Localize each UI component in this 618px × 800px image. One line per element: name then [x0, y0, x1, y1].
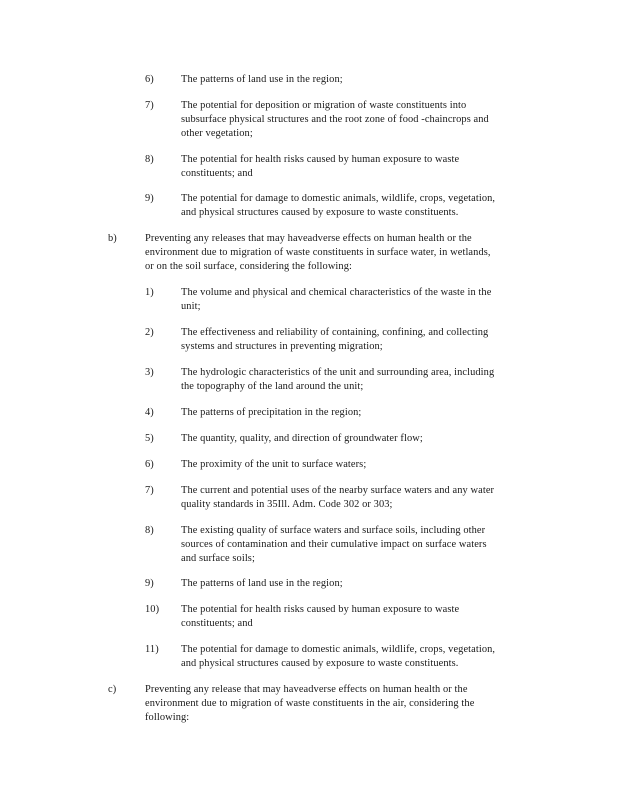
item-text-line: constituents; and — [181, 618, 253, 629]
item-number: 8) — [145, 525, 154, 536]
item-number: 6) — [145, 459, 154, 470]
item-text-line: The proximity of the unit to surface waters; — [181, 459, 367, 470]
item-text-line: constituents; and — [181, 168, 253, 179]
item-number: 2) — [145, 327, 154, 338]
item-number: 11) — [145, 644, 159, 655]
item-text-line: The potential for damage to domestic animals, wildlife, crops, vegetation, — [181, 193, 496, 204]
section-label: c) — [108, 684, 117, 695]
section-intro-line: following: — [145, 712, 190, 723]
item-text-line: The patterns of land use in the region; — [181, 74, 343, 85]
item-text-line: The quantity, quality, and direction of groundwater flow; — [181, 433, 423, 444]
item-text-line: and physical structures caused by exposure to waste constituents. — [181, 207, 459, 218]
item-text-line: subsurface physical structures and the root zone of food -chaincrops and — [181, 114, 489, 125]
item-number: 8) — [145, 154, 154, 165]
section-intro-line: or on the soil surface, considering the following: — [145, 261, 352, 272]
item-text-line: quality standards in 35Ill. Adm. Code 302 or 303; — [181, 499, 393, 510]
item-text-line: The potential for health risks caused by human exposure to waste — [181, 154, 460, 165]
item-number: 3) — [145, 367, 154, 378]
section-intro-line: environment due to migration of waste constituents in the air, considering the — [145, 698, 475, 709]
item-number: 10) — [145, 604, 160, 615]
item-text-line: systems and structures in preventing migration; — [181, 341, 383, 352]
item-text-line: and surface soils; — [181, 553, 255, 564]
item-number: 7) — [145, 485, 154, 496]
item-text-line: The potential for deposition or migration of waste constituents into — [181, 100, 467, 111]
item-text-line: The patterns of precipitation in the region; — [181, 407, 362, 418]
section-label: b) — [108, 233, 117, 244]
item-number: 7) — [145, 100, 154, 111]
item-text-line: sources of contamination and their cumulative impact on surface waters — [181, 539, 487, 550]
item-text-line: The hydrologic characteristics of the unit and surrounding area, including — [181, 367, 495, 378]
section-intro-line: Preventing any release that may haveadverse effects on human health or the — [145, 684, 468, 695]
item-text-line: The volume and physical and chemical characteristics of the waste in the — [181, 287, 492, 298]
item-text-line: The current and potential uses of the nearby surface waters and any water — [181, 485, 495, 496]
item-text-line: The patterns of land use in the region; — [181, 578, 343, 589]
item-number: 1) — [145, 287, 154, 298]
item-number: 9) — [145, 578, 154, 589]
item-text-line: and physical structures caused by exposure to waste constituents. — [181, 658, 459, 669]
item-text-line: other vegetation; — [181, 128, 253, 139]
item-number: 6) — [145, 74, 154, 85]
section-intro-line: environment due to migration of waste constituents in surface water, in wetlands, — [145, 247, 491, 258]
item-number: 9) — [145, 193, 154, 204]
section-intro-line: Preventing any releases that may haveadverse effects on human health or the — [145, 233, 472, 244]
item-number: 5) — [145, 433, 154, 444]
item-text-line: The potential for damage to domestic animals, wildlife, crops, vegetation, — [181, 644, 496, 655]
item-text-line: The potential for health risks caused by human exposure to waste — [181, 604, 460, 615]
item-text-line: the topography of the land around the unit; — [181, 381, 364, 392]
item-text-line: unit; — [181, 301, 201, 312]
item-text-line: The existing quality of surface waters and surface soils, including other — [181, 525, 486, 536]
item-text-line: The effectiveness and reliability of containing, confining, and collecting — [181, 327, 489, 338]
item-number: 4) — [145, 407, 154, 418]
